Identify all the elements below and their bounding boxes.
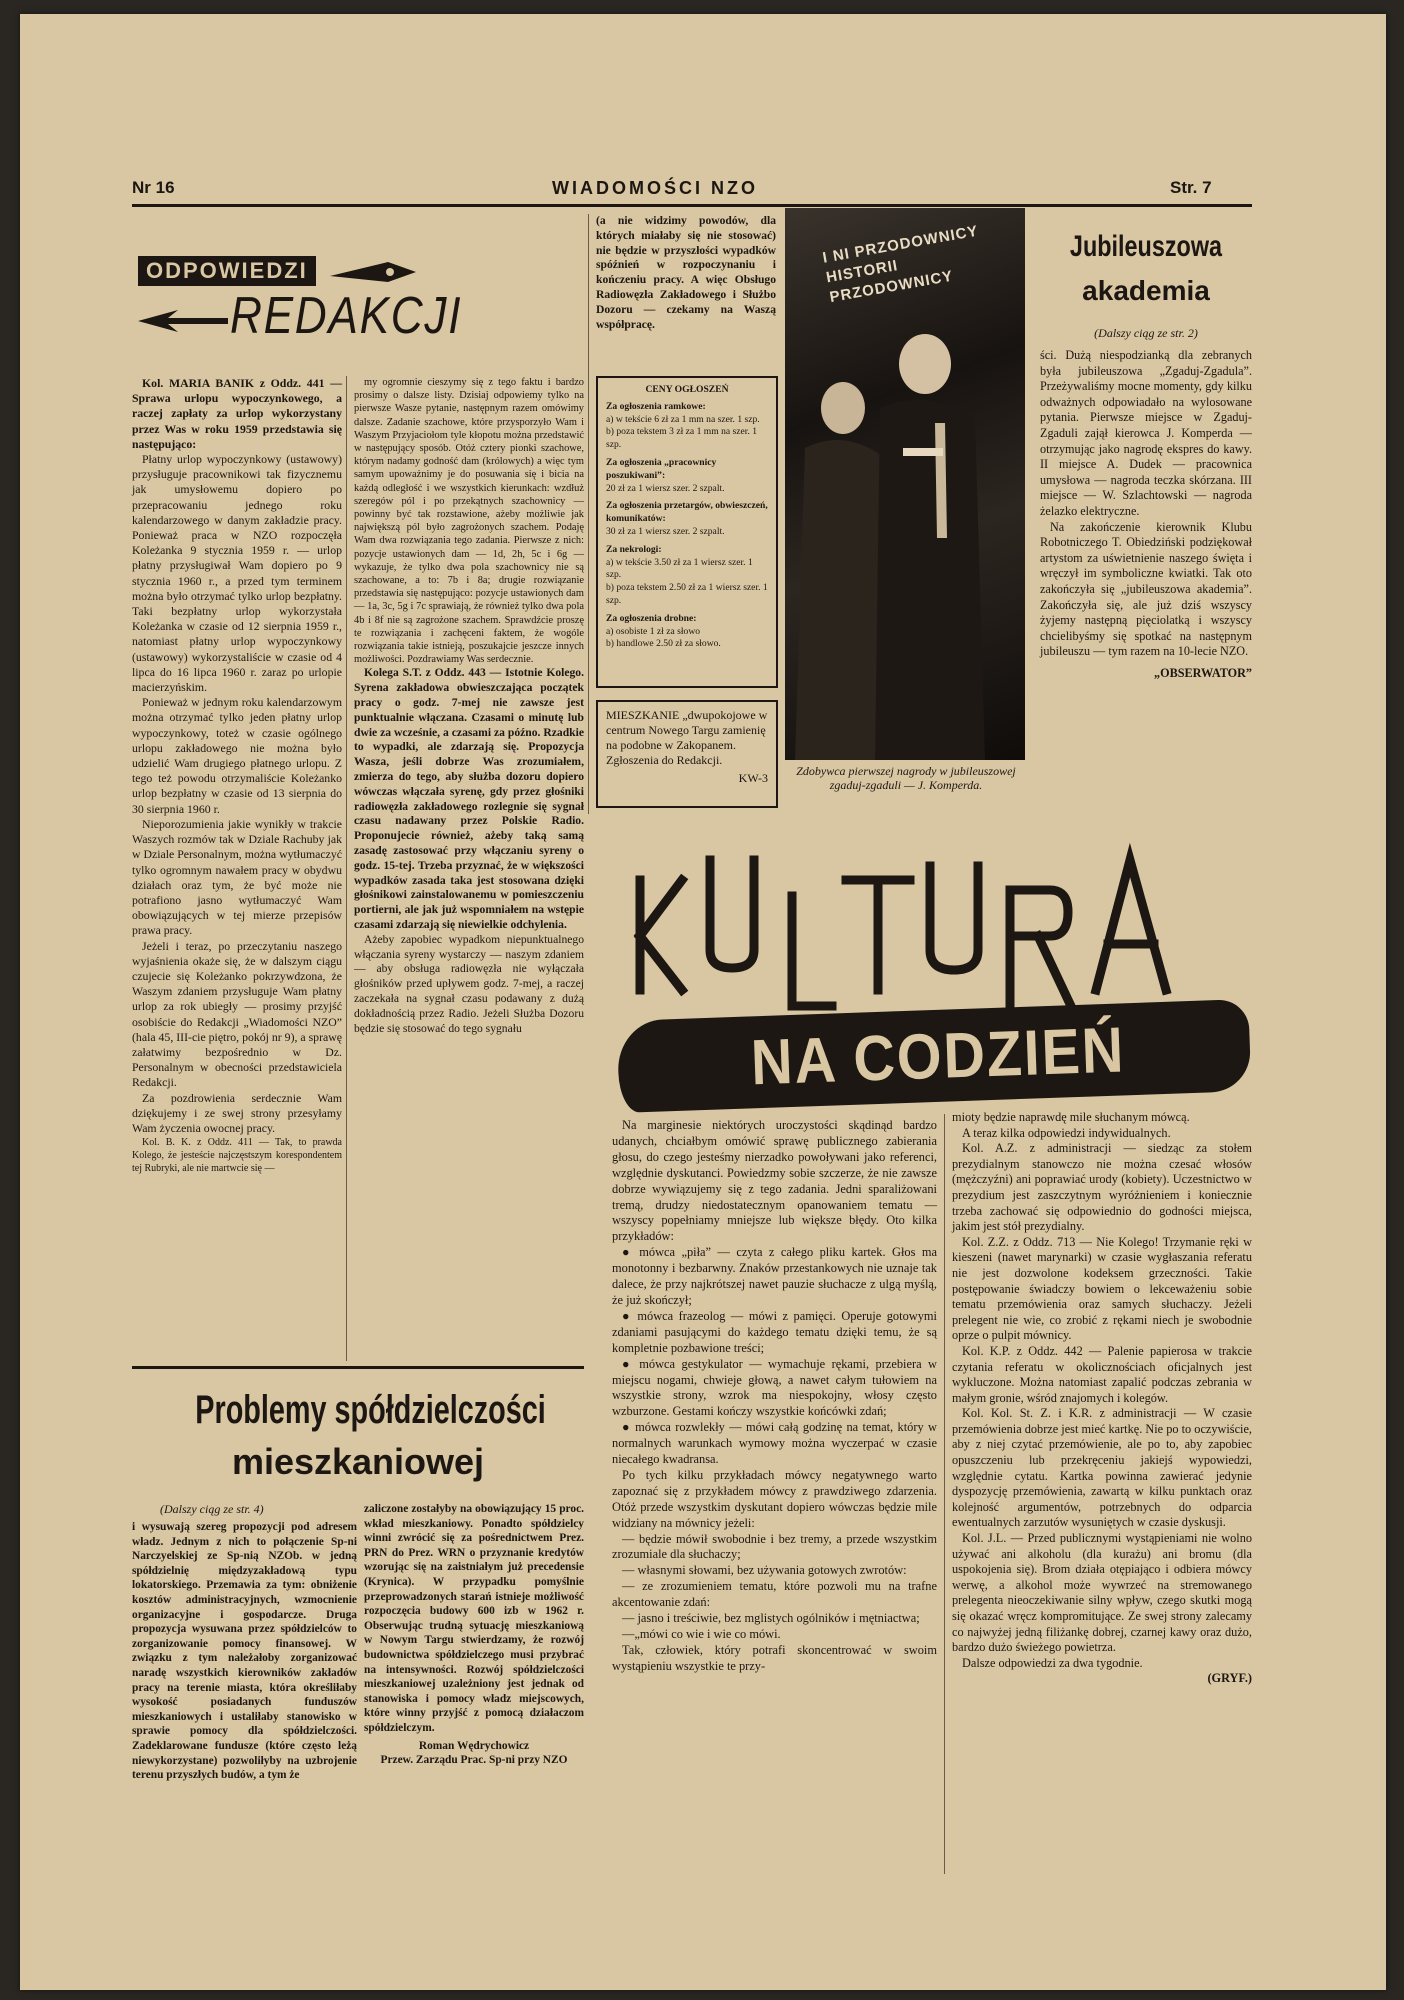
answer-paragraph: Nieporozumienia jakie wynikły w trakcie Waszych rozmów tak w Dziale Rachuby jak w Dziale Personalnym, można wytłumaczyć tylko ogromnym nawałem pracy w obydwu działach oraz tym, że być może nie potrafiono jasno wytłumaczyć Wam obowiązujących w tej mierze przepisów prawa pracy.: [132, 816, 342, 938]
kultura-heading: [610, 840, 1260, 1108]
kultura-paragraph: Na marginesie niektórych uroczystości skądinąd bardzo udanych, chciałbym omówić sprawę publicznego zabierania głosu, do czego jesteśmy nierzadko powoływani jako referenci, względnie dyskutanci. Powiedzmy sobie szczerze, że nie zawsze dobrze wywiązujemy się z tego zadania. Jedni sparaliżowani tremą, drudzy niedostatecznym opanowaniem tematu — wszyscy popełniamy mniejsze lub większe błędy. Oto kilka przykładów:: [612, 1118, 937, 1244]
kultura-column-2: [952, 1110, 1252, 1687]
answer-paragraph: Kolega S.T. z Oddz. 443 — Istotnie Kolego. Syrena zakładowa obwieszczająca początek pracy o godz. 7-mej nie zawsze jest punktualnie włączana. Czasami o minutę lub dwie za wcześnie, a czasami za późno. Rzadkie to wypadki, ale zdarzają się. Propozycja Wasza, jeśli dobrze Was zrozumiałem, zmierza do tego, aby służba dozoru dopiero wówczas włączała syrenę, gdy przez głośniki radiowęzła zakładowego rozlegnie się sygnał czasu nadawany przez Polskie Radio. Proponujecie również, ażeby taką samą zasadę zastosować przy włączaniu syreny o godz. 15-tej. Trzeba przyznać, że w większości wypadków zasada taka jest stosowana dzięki głośnikowi zainstalowanemu w pomieszczeniu portierni, ale jak już wspomniałem na wstępie czasami zdarzają się niewielkie odchylenia.: [354, 666, 584, 932]
problemy-paragraph: zaliczone zostałyby na obowiązujący 15 proc. wkład mieszkaniowy. Ponadto spółdzielcy winni zwrócić się za pośrednictwem Prez. PRN do Prez. WRN o przyznanie kredytów wzorując się na zaistniałym już precedensie (Krynica). W przypadku pomyślnie przeprowadzonych starań istnieje możliwość rozpoczęcia budowy 600 izb w 1962 r. Obserwując trudną sytuację mieszkaniową w Nowym Targu stwierdzamy, że rozwój budownictwa spółdzielczego musi przybrać na intensywności. Rozwój spółdzielczości mieszkaniowej uzależniony jest jednak od stanowiska i pomocy władz miejscowych, które winny przyjść z pomocą działaczom spółdzielczym.: [364, 1503, 584, 1734]
answer-paragraph: Płatny urlop wypoczynkowy (ustawowy) przysługuje pracownikowi tak fizycznemu jak umysłowemu dopiero po przepracowaniu jednego roku kalendarzowego w danym zakładzie pracy. Ponieważ praca w NZO rozpoczęła Koleżanka 9 stycznia 1959 r. — urlop płatny przysługiwał Wam dopiero po 9 stycznia 1960 r., a przed tym terminem można było otrzymać tylko urlop bezpłatny. Taki bezpłatny urlop wykorzystała Koleżanka w czasie od 12 sierpnia 1959 r., natomiast płatny urlop wypoczynkowy (ustawowy) wykorzystaliście w czasie od 4 lipca do 16 lipca 1960 r. zaraz po urlopie macierzyńskim.: [132, 452, 342, 695]
kultura-dash-item: — będzie mówił swobodnie i bez tremy, a przede wszystkim zrozumiale dla słuchaczy;: [612, 1531, 937, 1562]
ad-price-line: a) w tekście 6 zł za 1 mm na szer. 1 szp.: [606, 413, 760, 425]
arrow-icon: [138, 306, 228, 336]
classified-ad-text: MIESZKANIE „dwupokojowe w centrum Nowego Targu zamienię na podobne w Zakopanem. Zgłoszenia do Redakcji.: [606, 708, 768, 767]
ad-price-line: Za ogłoszenia „pracownicy poszukiwani”:: [606, 456, 717, 481]
kultura-dash-item: — ze zrozumieniem tematu, które pozwoli mu na trafne akcentowanie zdań:: [612, 1579, 937, 1610]
odpowiedzi-heading: [138, 250, 570, 354]
kultura-right-paragraph: Kol. K.P. z Oddz. 442 — Palenie papierosa w trakcie czytania referatu w okolicznościach oficjalnych jest wykluczone. Można natomiast zapalić podczas zebrania w małym gronie, wśród znajomych i kolegów.: [952, 1343, 1252, 1405]
photo-caption: Zdobywca pierwszej nagrody w jubileuszowej zgaduj-zgaduli — J. Komperda.: [796, 764, 1016, 792]
photo-banner: I NI PRZODOWNICY HISTORII PRZODOWNICY: [821, 222, 980, 307]
kultura-signature: (GRYF.): [1207, 1671, 1252, 1686]
kultura-list-item: ● mówca rozwlekły — mówi całą godzinę na temat, który w normalnych warunkach wymowy można wyczerpać w czasie niecałego kwadransa.: [612, 1420, 937, 1467]
page-number: Str. 7: [1170, 178, 1212, 197]
kultura-dash-item: —„mówi co wie i wie co mówi.: [622, 1627, 781, 1641]
kultura-right-paragraph: Kol. A.Z. z administracji — siedząc za stołem prezydialnym stanowczo nie można czesać włosów (mężczyźni) ani poprawiać urody (kobiety). Uczestnictwo w prezydium jest zaszczytnym wyróżnieniem i koniecznie trzeba zachować się odpowiednio do godności miejsca, jakim jest stół prezydialny.: [952, 1141, 1252, 1234]
kultura-paragraph: Tak, człowiek, który potrafi skoncentrować w swoim wystąpieniu wszystkie te przy-: [612, 1642, 937, 1673]
jubileusz-signature: „OBSERWATOR”: [1154, 665, 1252, 680]
ad-prices-title: CENY OGŁOSZEŃ: [645, 384, 729, 395]
column-divider: [944, 1114, 945, 1874]
column-divider: [588, 214, 589, 814]
classified-ad-box: [596, 700, 778, 808]
ad-price-line: a) osobiste 1 zł za słowo: [606, 625, 701, 637]
issue-number: Nr 16: [132, 178, 175, 197]
problemy-column-1: i wysuwają szereg propozycji pod adresem władz. Jednym z nich to połączenie Sp-ni Narczyelskiej ze Sp-nią NZOb. w jedną spółdzielnię międzyzakładową typu lokatorskiego. Przemawia za tym: obniżenie kosztów administracyjnych, wzmocnienie organizacyjne i gospodarcze. Druga propozycja wysuwana przez spółdzielców to zorganizowanie pomocy finansowej. W związku z tym należałoby zorganizować naradę wszystkich kierowników zakładów pracy na terenie miasta, która określiłaby wysokość posiadanych funduszów mieszkaniowych i ustaliłaby stanowisko w sprawie pomocy dla spółdzielczości. Zadeklarowane fundusze (które często leżą niewykorzystane) pozwoliłyby na uzbrojenie terenu przyszłych budów, a tym że: [132, 1521, 357, 1782]
problemy-title: Problemy spółdzielczości: [195, 1388, 546, 1432]
odpowiedzi-column-2: [354, 376, 584, 1036]
kultura-list-item: ● mówca gestykulator — wymachuje rękami, przebiera w miejscu nogami, chwieje głową, a nawet całym tułowiem na wszystkie strony, wzrok ma niespokojny, włosy często wzburzone. Gestami kończy wszystkie końcówki zdań;: [612, 1356, 937, 1419]
jubileusz-subtitle: akademia: [1082, 275, 1210, 306]
kultura-right-paragraph: Kol. Kol. St. Z. i K.R. z administracji — W czasie przemówienia dobrze jest mieć kartkę. Nie po to oczywiście, aby z niej czytać przemówienie, ale po to, aby zapobiec opuszczeniu lub przekręceniu jakiejś wypowiedzi, względnie cytatu. Kartka powinna zawierać jedynie dyspozycję przemówienia, zawartą w kilku punktach oraz kolejność argumentów, potrzebnych do odparcia ewentualnych zarzutów wysuniętych w czasie dyskusji.: [952, 1406, 1252, 1530]
kultura-word: [610, 840, 611, 841]
classified-ad-code: KW-3: [738, 771, 768, 785]
answer-paragraph: Ażeby zapobiec wypadkom niepunktualnego włączania syreny wystarczy — naszym zdaniem — aby obsługa radiowęzła nie wyłączała głośników przed upływem godz. 7-mej, a raczej zaczekała na sygnał czasu podawany z dużą dokładnością przez Radio. Jeżeli Służba Dozoru będzie się stosować do tego sygnału: [354, 932, 584, 1035]
answer-paragraph: Kol. B. K. z Oddz. 411 — Tak, to prawda Kolego, że jesteście najczęstszym korespondentem tej Rubryki, ale nie martwcie się —: [132, 1137, 342, 1175]
jubileusz-paragraph: ści. Dużą niespodzianką dla zebranych była jubileuszowa „Zgaduj-Zgadula”. Przeżywaliśmy mocne momenty, gdy kilku odważnych odpowiadało na wylosowane pytania. Pierwsze miejsce w Zgaduj-Zgaduli zajął kierowca J. Komperda — otrzymując jako nagrodę ekspres do kawy. II miejsce A. Dudek — pracownica umysłowa — nagroda teczka skórzana. III miejsce — W. Szlachtowski — nagroda żelazko elektryczne.: [1040, 348, 1252, 518]
ad-price-line: Za ogłoszenia drobne:: [606, 612, 697, 624]
ad-price-line: 30 zł za 1 wiersz szer. 2 szpalt.: [606, 525, 725, 537]
photo-winner: [785, 208, 1025, 760]
answer-paragraph: my ogromnie cieszymy się z tego faktu i bardzo prosimy o dalsze listy. Dzisiaj odpowiemy tylko na pierwsze Wasze pytanie, następnym razem omówimy dalsze. Zadanie szachowe, które przysporzyło Wam i Waszym Przyjaciołom tyle kłopotu można przedstawić w następujący sposób. Otóż cztery pionki szachowe, którym nadamy godność dam (królowych) a więc tym samym upoważnimy je do posuwania się i bicia na każdą odległość i we wszystkich kierunkach: wzdłuż szeregów pól i po przekątnych szachownicy — powinny być tak rozstawione, ażeby możliwie jak największą pól było zagrożonych szachem. Podaję Wam dwa rozwiązania tego zadania. Pierwsze z nich: pozycje ustawionych dam — 1d, 2h, 5c i 6g — wykazuje, że tylko dwa pola szachownicy nie są szachowane, a to: 7b i 8a; drugie rozwiązanie przedstawia się następująco: pozycje ustawionych dam — 1a, 3c, 5g i 7c sprawiają, że również tylko dwa pola 4b i 8f nie są zagrożone szachem. Sprawdźcie proszę te rozwiązania i zachęceni faktem, że wogóle rozwiązania takie istnieją, poszukajcie jeszcze innych możliwości. Pozdrawiamy Was serdecznie.: [354, 377, 584, 666]
kultura-dash-item: — jasno i treściwie, bez mglistych ogólników i mętniactwa;: [622, 1611, 920, 1626]
answer-paragraph: Za pozdrowienia serdecznie Wam dziękujemy i ze swej strony przesyłamy Wam życzenia owocnej pracy.: [132, 1090, 342, 1135]
header-rule: [132, 204, 1252, 207]
kultura-right-paragraph: Dalsze odpowiedzi za dwa tygodnie.: [962, 1655, 1143, 1670]
jubileusz-continued: (Dalszy ciąg ze str. 2): [1094, 326, 1198, 340]
ad-price-line: b) poza tekstem 3 zł za 1 mm na szer. 1 szp.: [606, 426, 758, 451]
problemy-author: Roman Wędrychowicz: [418, 1739, 530, 1752]
ad-price-line: a) w tekście 3.50 zł za 1 wiersz szer. 1 szp.: [606, 556, 753, 581]
odpowiedzi-column-1: [132, 376, 342, 1175]
kultura-list-item: ● mówca frazeolog — mówi z pamięci. Operuje gotowymi zdaniami pasującymi do każdego tematu dzięki temu, że są kompletnie pozbawione treści;: [612, 1308, 937, 1355]
odpowiedzi-label: ODPOWIEDZI: [138, 256, 316, 286]
problemy-subtitle: mieszkaniowej: [231, 1441, 485, 1482]
kultura-paragraph: Po tych kilku przykładach mówcy negatywnego warto zapoznać się z przykładem mówcy z prawdziwego zdarzenia. Otóż przede wszystkim dyskutant dopiero wówczas będzie mile widziany na mównicy jeżeli:: [612, 1467, 937, 1530]
ad-price-line: Za ogłoszenia przetargów, obwieszczeń, komunikatów:: [606, 500, 768, 525]
column-divider: [346, 376, 347, 1361]
answer-paragraph: Kol. MARIA BANIK z Oddz. 441 — Sprawa urlopu wypoczynkowego, a raczej zapłaty za urlop wykorzystany przez Was w roku 1959 przedstawia się następująco:: [132, 376, 342, 451]
redakcji-label: REDAKCJI: [230, 287, 463, 345]
ad-price-line: b) handlowe 2.50 zł za słowo.: [606, 638, 721, 650]
kultura-right-paragraph: A teraz kilka odpowiedzi indywidualnych.: [962, 1125, 1171, 1140]
newspaper-title: WIADOMOŚCI NZO: [552, 178, 758, 198]
na-codzien-label: NA CODZIEŃ: [749, 1013, 1127, 1099]
section-rule: [132, 1366, 584, 1369]
answer-paragraph: Ponieważ w jednym roku kalendarzowym można otrzymać tylko jeden płatny urlop wypoczynkowy, toteż w czasie ogólnego urlopu zakładowego nie można było udzielić Wam drugiego płatnego urlopu. Z tego też powodu otrzymaliście Koleżanko urlop bezpłatny w czasie od 13 sierpnia do 30 sierpnia 1960 r.: [132, 695, 342, 816]
ad-price-line: 20 zł za 1 wiersz szer. 2 szpalt.: [606, 482, 725, 494]
kultura-right-paragraph: Kol. Z.Z. z Oddz. 713 — Nie Kolego! Trzymanie ręki w kieszeni (nawet marynarki) w czasie wygłaszania referatu nie jest dozwolone kodeksem grzeczności. Takie postępowanie świadczy bowiem o lekceważeniu sobie tematu przemówienia oraz samych słuchaczy. Jeżeli prelegent nie wie, co zrobić z rękami niech je swobodnie oprze o pulpit mównicy.: [952, 1234, 1252, 1343]
ad-price-line: Za nekrologi:: [606, 543, 662, 555]
odpowiedzi-column-3: (a nie widzimy powodów, dla których miałaby się nie stosować) nie będzie w przyszłości wypadków spóźnień w rozpoczynaniu i kończeniu pracy. A więc Obsługo Radiowęzła Zakładowego i Służbo Dozoru — czekamy na Waszą współpracę.: [596, 214, 776, 331]
photo-figures: [785, 208, 1025, 760]
jubileusz-paragraph: Na zakończenie kierownik Klubu Robotniczego T. Obiedziński podziękował artystom za uświetnienie naszego święta i wręczył im symboliczne kwiatki. Tak oto zakończyła się „jubileuszowa akademia”. Zakończyła się, ale już dziś wszyscy żyjemy następną pięciolatką i wszyscy chcielibyśmy się spotkać na następnym jubileuszu — tym razem na 10-lecie NZO.: [1040, 519, 1252, 659]
ad-prices-box: [596, 376, 778, 688]
kultura-right-paragraph: Kol. J.L. — Przed publicznymi wystąpieniami nie wolno używać ani alkoholu (dla kurażu) ani bromu (dla uspokojenia się). Brom działa otępiająco i odbiera mówcy werwę, a alkohol może wywrzeć na stremowanego prelegenta nieoczekiwanie silny wpływ, czego skutki mogą się okazać wręcz kompromitujące. Ze swej strony zalecamy co najwyżej jedną filiżankę dobrej, czarnej kawy oraz dużo, bardzo dużo świeżego powietrza.: [952, 1531, 1252, 1655]
problemy-author-title: Przew. Zarządu Prac. Sp-ni przy NZO: [380, 1754, 568, 1767]
newspaper-page: [20, 14, 1386, 1990]
jubileusz-text: [1040, 348, 1252, 681]
kultura-right-paragraph: mioty będzie naprawdę mile słuchanym mówcą.: [952, 1110, 1190, 1124]
ad-price-line: Za ogłoszenia ramkowe:: [606, 400, 706, 412]
kultura-dash-item: — własnymi słowami, bez używania gotowych zwrotów:: [622, 1563, 907, 1578]
answer-paragraph: Jeżeli i teraz, po przeczytaniu naszego wyjaśnienia okaże się, że w dalszym ciągu czujecie się Koleżanko pokrzywdzona, że Waszym zdaniem przysługuje Wam płatny urlop za rok ubiegły — prosimy przyjść osobiście do Redakcji „Wiadomości NZO” (hala 45, III-cie piętro, pokój nr 9), a sprawę załatwimy bezpośrednio w Dz. Personalnym w obecności przedstawiciela Redakcji.: [132, 938, 342, 1090]
kultura-column-1: [612, 1118, 937, 1675]
problemy-column-2: [364, 1502, 584, 1768]
kultura-list-item: ● mówca „piła” — czyta z całego pliku kartek. Głos ma monotonny i bezbarwny. Znaków przestankowych nie uznaje tak dalece, że przy najkrótszej nawet pauzie słuchacze z ulgą myślą, że już skończył;: [612, 1245, 937, 1307]
ad-price-line: b) poza tekstem 2.50 zł za 1 wiersz szer. 1 szp.: [606, 582, 768, 606]
jubileusz-title: Jubileuszowa: [1069, 230, 1223, 263]
problemy-continued: (Dalszy ciąg ze str. 4): [160, 1502, 264, 1516]
